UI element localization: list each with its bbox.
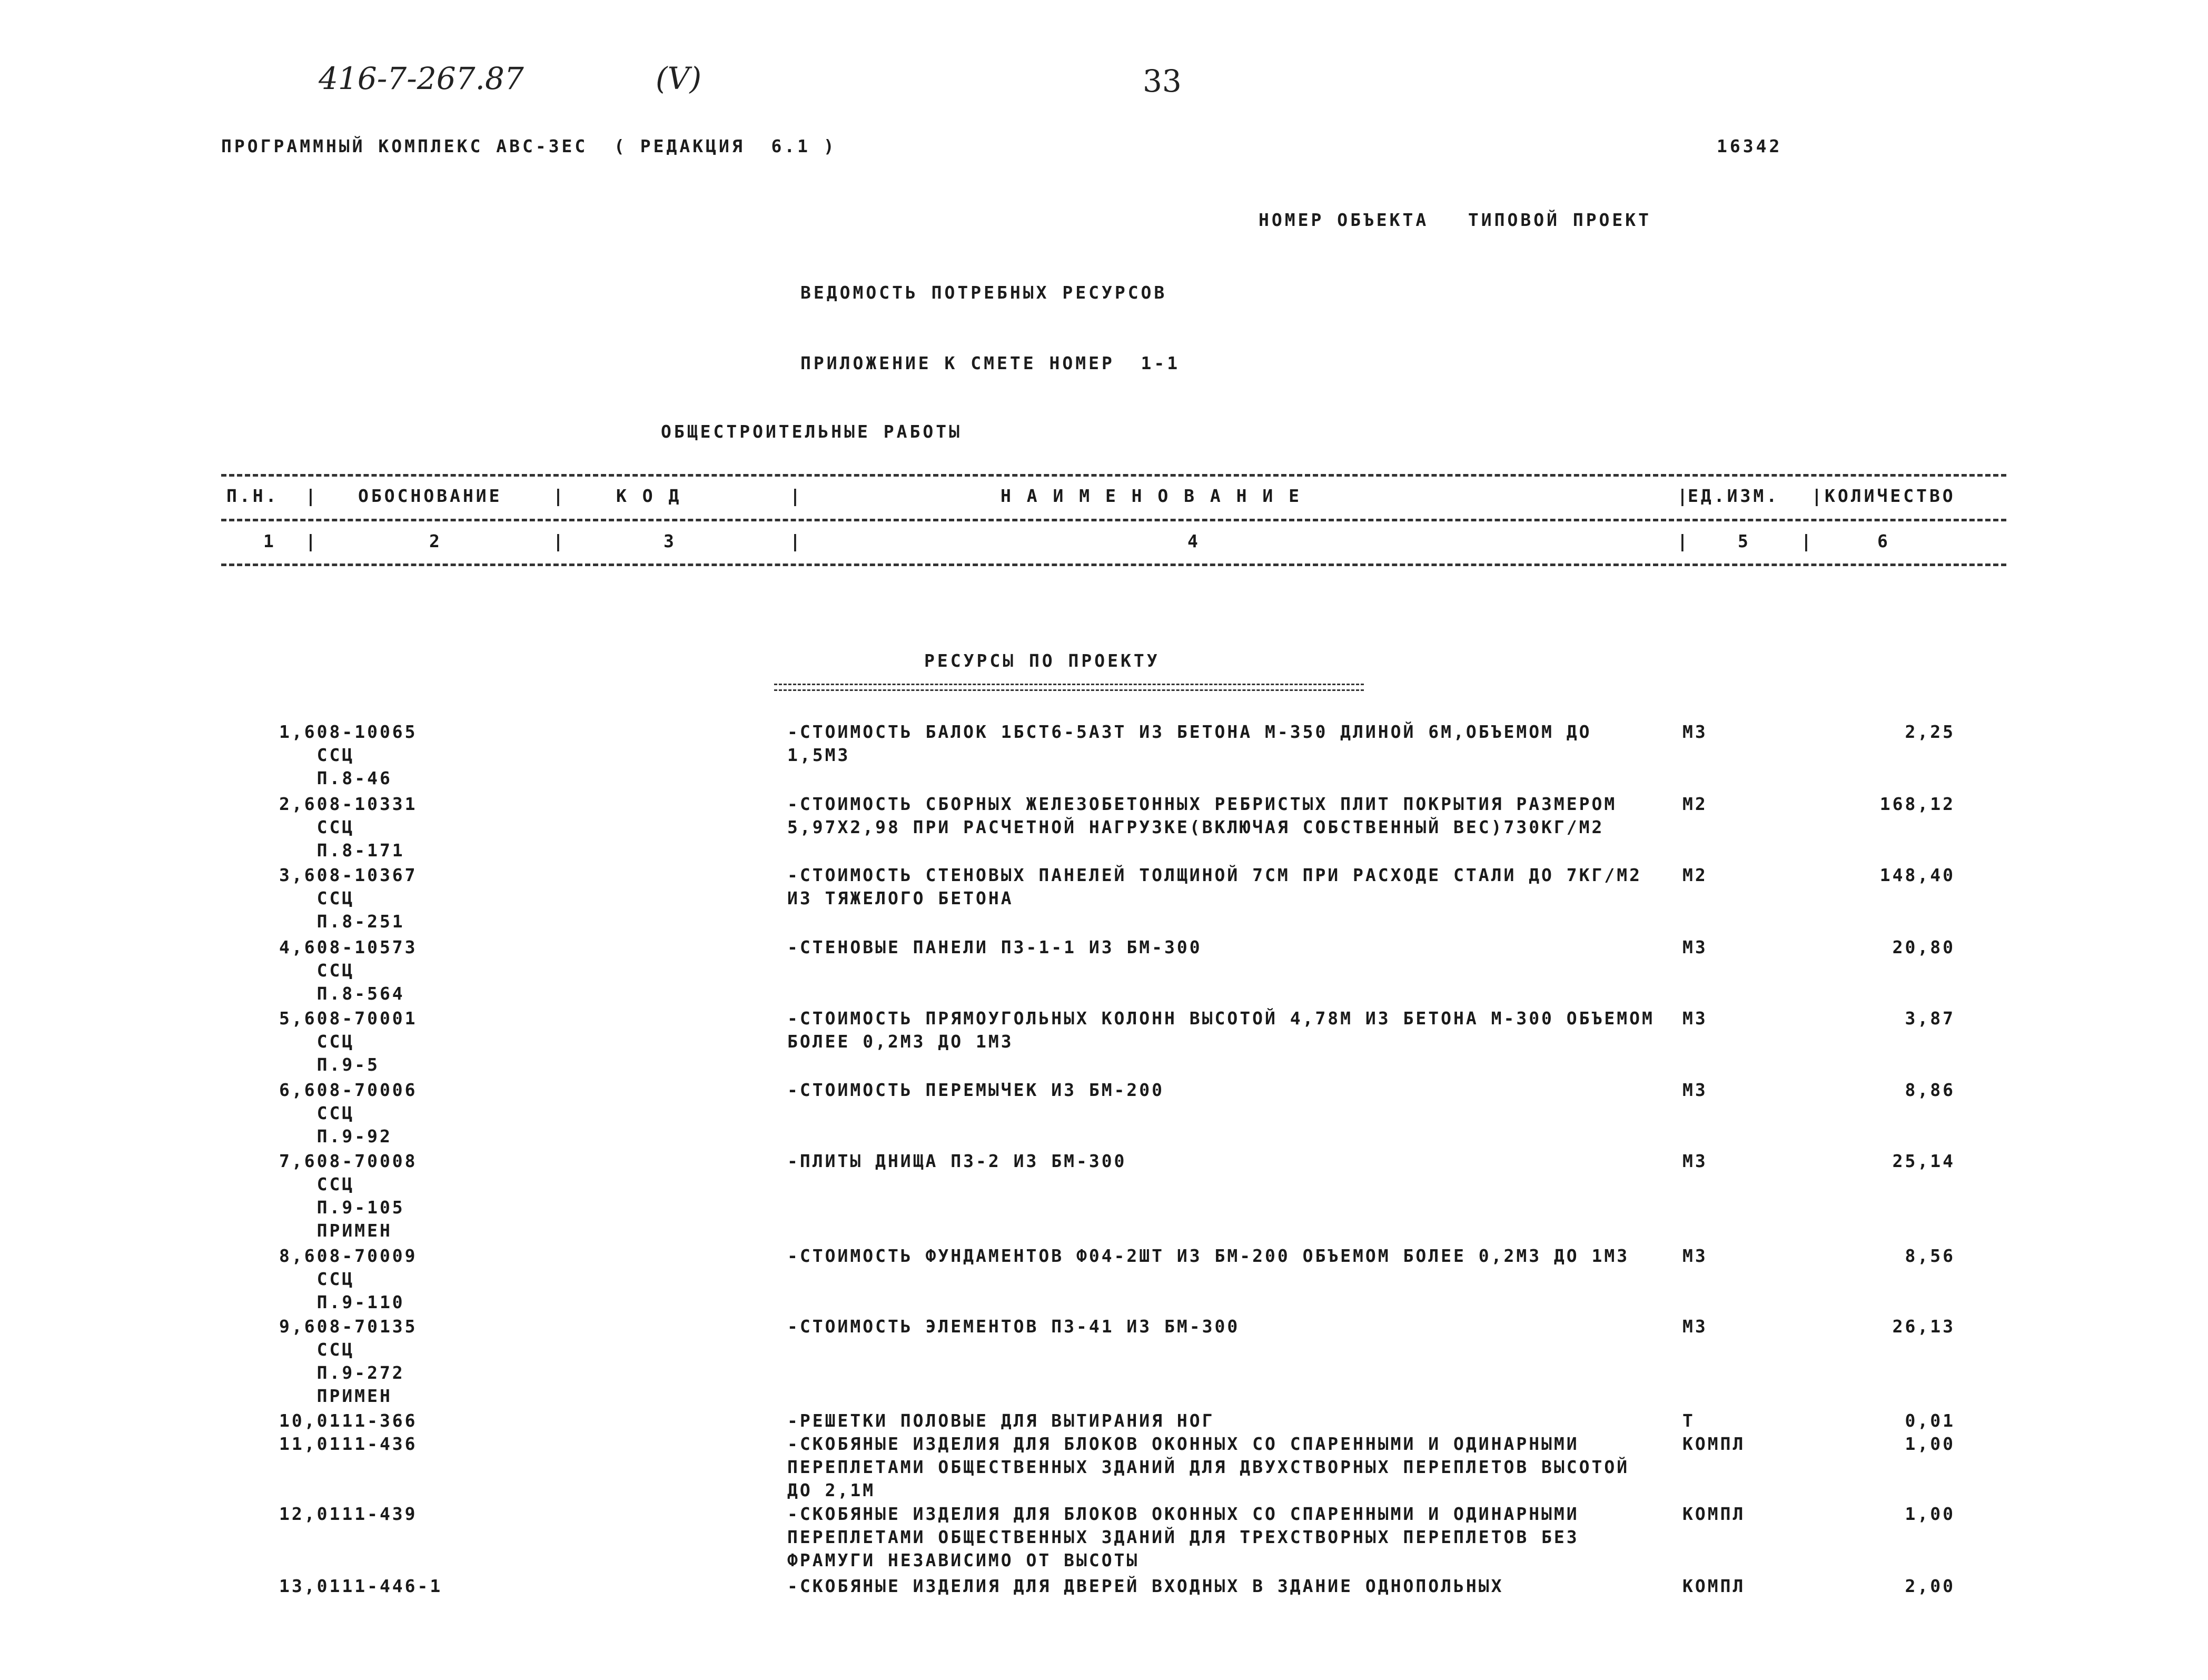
row-qty: 148,40 — [1879, 865, 1955, 885]
row-desc: -СТОИМОСТЬ ФУНДАМЕНТОВ Ф04-2ШТ ИЗ БМ-200 ОБЪЕМОМ БОЛЕЕ 0,2М3 ДО 1М3 — [787, 1246, 1630, 1266]
row-code: 10,0111-366 — [279, 1410, 418, 1431]
col-separator: | — [305, 531, 319, 551]
row-unit: М2 — [1682, 794, 1708, 814]
row-desc: -СКОБЯНЫЕ ИЗДЕЛИЯ ДЛЯ БЛОКОВ ОКОННЫХ СО СПАРЕННЫМИ И ОДИНАРНЫМИ ПЕРЕПЛЕТАМИ ОБЩЕСТВЕННЫХ ЗДАНИЙ ДЛЯ ТРЕХСТВОРНЫХ ПЕРЕПЛЕТОВ БЕЗ ФРАМУГИ НЕЗАВИСИМО ОТ ВЫСОТЫ — [787, 1504, 1579, 1570]
row-code: 6,608-70006 ССЦ П.9-92 — [279, 1080, 418, 1147]
row-unit: КОМПЛ — [1682, 1434, 1746, 1454]
row-qty: 168,12 — [1879, 794, 1955, 814]
row-code: 9,608-70135 ССЦ П.9-272 ПРИМЕН — [279, 1316, 418, 1406]
row-code: 12,0111-439 — [279, 1504, 418, 1524]
row-unit: КОМПЛ — [1682, 1576, 1746, 1596]
row-desc: -РЕШЕТКИ ПОЛОВЫЕ ДЛЯ ВЫТИРАНИЯ НОГ — [787, 1410, 1215, 1431]
col-separator: | — [553, 486, 566, 506]
row-unit: М3 — [1682, 722, 1708, 742]
col-num-5: 5 — [1738, 531, 1751, 551]
row-qty: 8,56 — [1905, 1246, 1955, 1266]
row-code: 3,608-10367 ССЦ П.8-251 — [279, 865, 418, 932]
col-header-qty: КОЛИЧЕСТВО — [1825, 486, 1956, 506]
section-title: ОБЩЕСТРОИТЕЛЬНЫЕ РАБОТЫ — [661, 421, 962, 442]
row-unit: М3 — [1682, 1008, 1708, 1029]
row-desc: -СТОИМОСТЬ СТЕНОВЫХ ПАНЕЛЕЙ ТОЛЩИНОЙ 7СМ ПРИ РАСХОДЕ СТАЛИ ДО 7КГ/М2 ИЗ ТЯЖЕЛОГО БЕТОНА — [787, 865, 1642, 908]
col-header-code: К О Д — [616, 486, 682, 506]
row-qty: 2,25 — [1905, 722, 1955, 742]
table-rule-mid — [221, 519, 2006, 521]
row-unit: М3 — [1682, 937, 1708, 957]
row-desc: -СТОИМОСТЬ ПРЯМОУГОЛЬНЫХ КОЛОНН ВЫСОТОЙ 4,78М ИЗ БЕТОНА М-300 ОБЪЕМОМ БОЛЕЕ 0,2М3 ДО 1М3 — [787, 1008, 1655, 1052]
group-title: РЕСУРСЫ ПО ПРОЕКТУ — [924, 650, 1160, 671]
page-title: ВЕДОМОСТЬ ПОТРЕБНЫХ РЕСУРСОВ — [800, 282, 1167, 303]
group-title-underline — [774, 684, 1364, 691]
row-unit: М3 — [1682, 1316, 1708, 1337]
row-code: 4,608-10573 ССЦ П.8-564 — [279, 937, 418, 1004]
col-header-name: Н А И М Е Н О В А Н И Е — [1001, 486, 1302, 506]
col-num-2: 2 — [429, 531, 442, 551]
col-separator: | — [305, 486, 319, 506]
row-qty: 0,01 — [1905, 1410, 1955, 1431]
row-qty: 8,86 — [1905, 1080, 1955, 1100]
row-code: 5,608-70001 ССЦ П.9-5 — [279, 1008, 418, 1075]
row-qty: 3,87 — [1905, 1008, 1955, 1029]
col-separator: | — [1811, 486, 1825, 506]
col-separator: | — [1677, 486, 1690, 506]
handwritten-code: 416-7-267.87 — [319, 61, 524, 96]
row-desc: -ПЛИТЫ ДНИЩА ПЗ-2 ИЗ БМ-300 — [787, 1151, 1127, 1171]
row-desc: -СКОБЯНЫЕ ИЗДЕЛИЯ ДЛЯ БЛОКОВ ОКОННЫХ СО СПАРЕННЫМИ И ОДИНАРНЫМИ ПЕРЕПЛЕТАМИ ОБЩЕСТВЕННЫХ ЗДАНИЙ ДЛЯ ДВУХСТВОРНЫХ ПЕРЕПЛЕТОВ ВЫСОТОЙ ДО 2,1М — [787, 1434, 1630, 1500]
row-unit: Т — [1682, 1410, 1695, 1431]
col-header-unit: ЕД.ИЗМ. — [1688, 486, 1780, 506]
row-unit: М2 — [1682, 865, 1708, 885]
col-separator: | — [790, 531, 803, 551]
row-qty: 1,00 — [1905, 1434, 1955, 1454]
col-num-6: 6 — [1877, 531, 1890, 551]
table-rule-bottom — [221, 564, 2006, 566]
appendix-line: ПРИЛОЖЕНИЕ К СМЕТЕ НОМЕР 1-1 — [800, 353, 1181, 373]
col-separator: | — [1677, 531, 1690, 551]
row-desc: -СТОИМОСТЬ ЭЛЕМЕНТОВ ПЗ-41 ИЗ БМ-300 — [787, 1316, 1240, 1337]
row-code: 1,608-10065 ССЦ П.8-46 — [279, 722, 418, 788]
row-unit: КОМПЛ — [1682, 1504, 1746, 1524]
col-num-1: 1 — [263, 531, 276, 551]
col-num-4: 4 — [1187, 531, 1201, 551]
col-header-pn: П.Н. — [226, 486, 279, 506]
page-number: 33 — [1143, 63, 1182, 99]
doc-number: 16342 — [1717, 136, 1783, 156]
row-desc: -СТЕНОВЫЕ ПАНЕЛИ ПЗ-1-1 ИЗ БМ-300 — [787, 937, 1202, 957]
col-separator: | — [1801, 531, 1814, 551]
row-qty: 1,00 — [1905, 1504, 1955, 1524]
program-line: ПРОГРАММНЫЙ КОМПЛЕКС АВС-3ЕС ( РЕДАКЦИЯ 6.1 ) — [221, 136, 837, 156]
table-rule-top — [221, 474, 2006, 477]
row-desc: -СТОИМОСТЬ БАЛОК 1БСТ6-5АЗТ ИЗ БЕТОНА М-350 ДЛИНОЙ 6М,ОБЪЕМОМ ДО 1,5М3 — [787, 722, 1592, 765]
row-unit: М3 — [1682, 1246, 1708, 1266]
row-code: 13,0111-446-1 — [279, 1576, 443, 1596]
col-separator: | — [790, 486, 803, 506]
row-desc: -СКОБЯНЫЕ ИЗДЕЛИЯ ДЛЯ ДВЕРЕЙ ВХОДНЫХ В ЗДАНИЕ ОДНОПОЛЬНЫХ — [787, 1576, 1504, 1596]
row-code: 8,608-70009 ССЦ П.9-110 — [279, 1246, 418, 1312]
row-unit: М3 — [1682, 1080, 1708, 1100]
col-header-basis: ОБОСНОВАНИЕ — [358, 486, 502, 506]
row-code: 2,608-10331 ССЦ П.8-171 — [279, 794, 418, 861]
object-line: НОМЕР ОБЪЕКТА ТИПОВОЙ ПРОЕКТ — [1259, 210, 1652, 230]
row-qty: 20,80 — [1892, 937, 1955, 957]
row-desc: -СТОИМОСТЬ СБОРНЫХ ЖЕЛЕЗОБЕТОННЫХ РЕБРИСТЫХ ПЛИТ ПОКРЫТИЯ РАЗМЕРОМ 5,97Х2,98 ПРИ РАСЧЕТНОЙ НАГРУЗКЕ(ВКЛЮЧАЯ СОБСТВЕННЫЙ ВЕС)730КГ/М2 — [787, 794, 1617, 837]
row-unit: М3 — [1682, 1151, 1708, 1171]
row-code: 7,608-70008 ССЦ П.9-105 ПРИМЕН — [279, 1151, 418, 1241]
row-qty: 25,14 — [1892, 1151, 1955, 1171]
row-code: 11,0111-436 — [279, 1434, 418, 1454]
row-qty: 26,13 — [1892, 1316, 1955, 1337]
row-desc: -СТОИМОСТЬ ПЕРЕМЫЧЕК ИЗ БМ-200 — [787, 1080, 1165, 1100]
col-separator: | — [553, 531, 566, 551]
row-qty: 2,00 — [1905, 1576, 1955, 1596]
handwritten-part: (V) — [656, 61, 702, 96]
col-num-3: 3 — [664, 531, 677, 551]
